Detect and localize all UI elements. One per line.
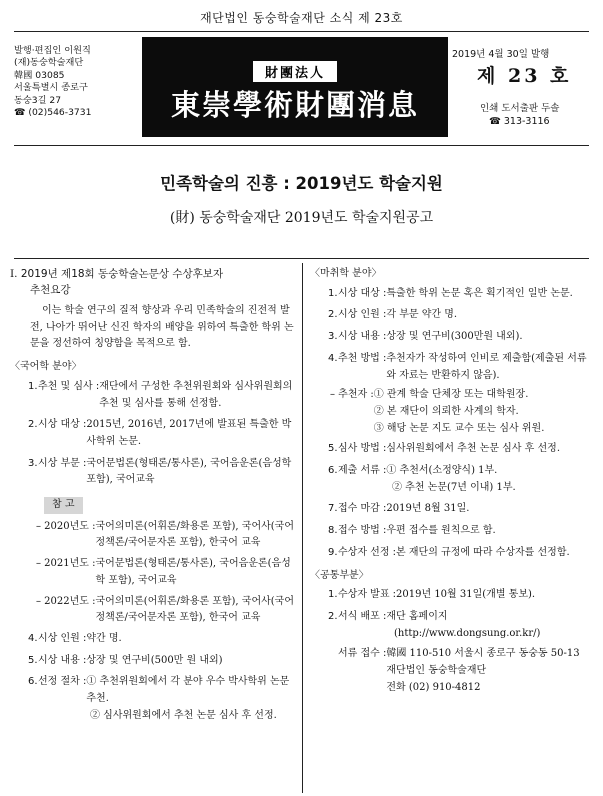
item-continuation: ② 추천 논문(7년 이내) 1부. (392, 481, 516, 493)
masthead-small-title: 財團法人 (253, 61, 337, 82)
list-item (310, 501, 595, 518)
recommender-label: – 추천자 : (330, 389, 374, 401)
list-item (310, 286, 595, 303)
list-item (310, 609, 595, 626)
section-roman: I. (10, 268, 18, 280)
item-number: 5. (28, 654, 38, 666)
year-text: 국어의미론(어휘론/화용론 포함), 국어사(국어정책론/국어문자론 포함), 한국어 교육 (95, 520, 294, 549)
list-item (10, 653, 296, 670)
year-label: – 2021년도 : (36, 558, 96, 570)
item-text: 각 부문 약간 명. (386, 309, 458, 321)
publisher-line: 동숭3길 27 (14, 94, 62, 106)
item-text: ① 추천서(소정양식) 1부. (386, 465, 498, 477)
item-number: 6. (328, 465, 338, 477)
homepage-url: (http://www.dongsung.or.kr/) (394, 627, 541, 639)
subheadline: (財) 동숭학술재단 2019년도 학술지원공고 (169, 210, 434, 226)
item-label: 수상자 선정 : (338, 546, 397, 558)
common-section-title: 〈공통부분〉 (310, 569, 369, 581)
item-text: 2015년, 2016년, 2017년에 발표된 특출한 박사학위 논문. (86, 419, 292, 447)
list-item (310, 441, 595, 458)
top-rule (14, 31, 589, 32)
item-text: 상장 및 연구비(300만원 내외). (386, 331, 523, 343)
item-label: 서식 배포 : (338, 610, 387, 622)
publisher-line: 발행·편집인 이원직 (14, 45, 91, 56)
item-text: 재단 홈페이지 (386, 610, 448, 622)
column-divider (302, 263, 303, 793)
item-text: 심사위원회에서 추천 논문 심사 후 선정. (386, 443, 561, 455)
item-label: 추천 및 심사 : (38, 380, 100, 392)
item-number: 2. (328, 610, 338, 622)
item-text: 재단에서 구성한 추천위원회와 심사위원회의 추천 및 심사를 통해 선정함. (99, 380, 293, 409)
item-number: 6. (28, 676, 38, 688)
year-label: – 2022년도 : (36, 595, 96, 607)
item-continuation: ② 심사위원회에서 추천 논문 심사 후 선정. (90, 709, 277, 721)
section-title (10, 266, 296, 282)
item-label: 접수 마감 : (338, 503, 387, 515)
list-item (310, 329, 595, 346)
recommender-line: ② 본 재단이 의뢰한 사계의 학자. (373, 405, 519, 417)
masthead-rule (14, 145, 589, 146)
item-label: 수상자 발표 : (338, 589, 397, 601)
item-label: 선정 절차 : (38, 676, 87, 688)
item-number: 4. (28, 632, 38, 644)
item-number: 2. (328, 309, 338, 321)
item-label: 제출 서류 : (338, 465, 387, 477)
item-number: 1. (328, 287, 338, 299)
item-text: 특출한 학위 논문 혹은 획기적인 일반 논문. (386, 287, 573, 299)
item-label: 시상 내용 : (38, 654, 87, 666)
address-line: 재단법인 동숭학술재단 (386, 665, 487, 677)
item-number: 8. (328, 525, 338, 537)
year-label: – 2020년도 : (36, 520, 96, 532)
submit-lines (386, 646, 595, 696)
publisher-line: 서울특별시 종로구 (14, 82, 88, 94)
year-item (10, 556, 296, 589)
newsletter-top-title: 재단법인 동숭학술재단 소식 제 23호 (200, 11, 403, 25)
publisher-line: (재)동숭학술재단 (14, 57, 84, 69)
recommender-list (374, 387, 595, 437)
list-item (10, 631, 296, 648)
anesthesia-field-title: 〈마취학 분야〉 (310, 268, 382, 279)
item-text: ① 추천위원회에서 각 분야 우수 박사학위 논문 추천. (86, 676, 290, 705)
year-text: 국어문법론(형태론/통사론), 국어음운론(음성학 포함), 국어교육 (95, 558, 291, 586)
masthead-title: 東崇學術財團消息 (170, 88, 419, 122)
item-number: 1. (28, 380, 38, 392)
year-text: 국어의미론(어휘론/화용론 포함), 국어사(국어정책론/국어문자론 포함), 한국어 교육 (95, 595, 294, 624)
item-label: 시상 인원 : (338, 309, 387, 321)
item-number: 2. (28, 419, 38, 431)
item-label: 시상 내용 : (338, 331, 387, 343)
year-item (10, 519, 296, 552)
list-item (310, 307, 595, 324)
address-line: 韓國 110-510 서울시 종로구 동숭동 50-13 (386, 648, 580, 660)
item-text: 약간 명. (86, 632, 122, 644)
recommender-item (310, 387, 595, 437)
item-text: 우편 접수를 원칙으로 함. (386, 525, 496, 537)
item-text: 국어문법론(형태론/통사론), 국어음운론(음성학 포함), 국어교육 (86, 457, 292, 486)
list-item (310, 523, 595, 540)
item-number: 1. (328, 589, 338, 601)
item-label: 접수 방법 : (338, 525, 387, 537)
publisher-info (14, 45, 91, 119)
year-item (10, 594, 296, 627)
section-title-line-2: 추천요강 (30, 284, 71, 296)
publisher-line: 韓國 03085 (14, 69, 65, 81)
list-item (10, 674, 296, 707)
issue-number: 제 23 호 (477, 65, 572, 87)
recommender-line: ③ 해당 논문 지도 교수 또는 심사 위원. (373, 422, 545, 434)
list-item (10, 417, 296, 450)
issue-date: 2019년 4월 30일 발행 (452, 49, 550, 60)
item-number: 3. (328, 331, 338, 343)
item-label: 시상 대상 : (38, 419, 87, 431)
list-item (10, 456, 296, 489)
item-number: 9. (328, 546, 338, 558)
note-badge: 참 고 (44, 497, 83, 514)
section-rule (14, 258, 589, 259)
item-number: 5. (328, 443, 338, 455)
list-item (310, 587, 595, 604)
masthead-banner (142, 37, 448, 137)
item-text: 본 재단의 규정에 따라 수상자를 선정함. (396, 546, 570, 558)
item-text: 상장 및 연구비(500만 원 내외) (86, 654, 223, 666)
list-item (310, 351, 595, 384)
item-label: 시상 부문 : (38, 457, 87, 469)
item-number: 7. (328, 503, 338, 515)
recommender-line: ① 관계 학술 단체장 또는 대학원장. (373, 389, 529, 401)
publisher-line: ☎ (02)546-3731 (14, 107, 92, 119)
item-text: 2019년 10월 31일(개별 통보). (396, 589, 536, 601)
item-label: 시상 대상 : (338, 287, 387, 299)
item-text: 추천자가 작성하여 인비로 제출함(제출된 서류와 자료는 반환하지 않음). (386, 352, 587, 381)
headline: 민족학술의 진흥 : 2019년도 학술지원 (160, 174, 443, 193)
list-item (310, 545, 595, 562)
intro-paragraph: 이는 학술 연구의 질적 향상과 우리 민족학술의 진전적 발전, 나아가 뛰어난 신진 학자의 배양을 위하여 특출한 학위 논문을 정선하여 칭양함을 목적으로 함. (30, 305, 294, 350)
list-item (10, 379, 296, 412)
item-number: 4. (328, 352, 338, 364)
right-column (310, 266, 595, 700)
section-title-line-1: 2019년 제18회 동숭학술논문상 수상후보자 (20, 268, 224, 280)
left-column (10, 266, 296, 724)
item-label: 추천 방법 : (338, 352, 387, 364)
item-label: 시상 인원 : (38, 632, 87, 644)
list-item (310, 463, 595, 480)
item-number: 3. (28, 457, 38, 469)
item-text: 2019년 8월 31일. (386, 503, 470, 515)
korean-field-title: 〈국어학 분야〉 (10, 361, 82, 373)
submit-address (310, 646, 595, 696)
printer-info: 인쇄 도서출판 두솔 (480, 103, 560, 114)
address-line: 전화 (02) 910-4812 (386, 681, 481, 693)
submit-label: 서류 접수 : (338, 648, 387, 660)
item-label: 심사 방법 : (338, 443, 387, 455)
printer-phone: ☎ 313-3116 (489, 116, 550, 127)
